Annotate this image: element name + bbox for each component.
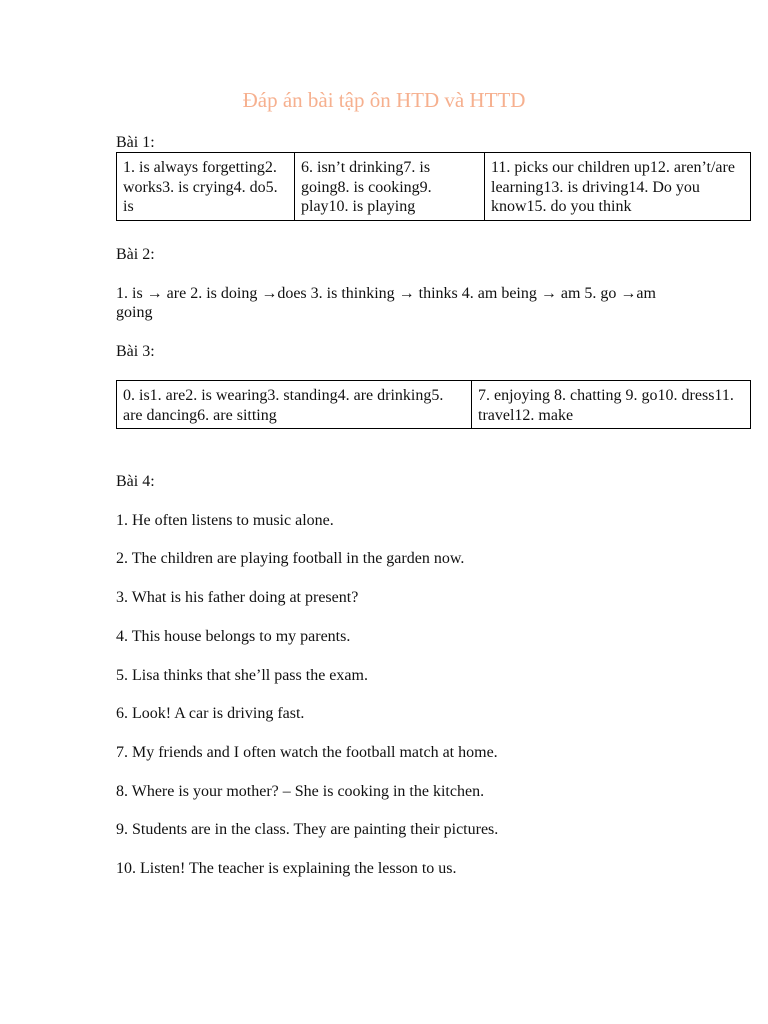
exercise-3-cell-1: 0. is1. are2. is wearing3. standing4. are drinking5. are dancing6. are sitting <box>117 381 472 429</box>
exercise-2-heading: Bài 2: <box>116 246 155 263</box>
exercise-4-sentence-3: 3. What is his father doing at present? <box>116 589 359 606</box>
exercise-4-sentence-4: 4. This house belongs to my parents. <box>116 628 351 645</box>
exercise-2-answers: 1. is → are 2. is doing →does 3. is thinking → thinks 4. am being → am 5. go →am going <box>116 285 656 321</box>
exercise-4-sentence-8: 8. Where is your mother? – She is cooking in the kitchen. <box>116 783 485 800</box>
exercise-1-heading: Bài 1: <box>116 134 155 151</box>
exercise-4-sentence-2: 2. The children are playing football in the garden now. <box>116 550 465 567</box>
exercise-4-heading: Bài 4: <box>116 473 155 490</box>
table-row <box>117 381 751 429</box>
exercise-4-sentence-9: 9. Students are in the class. They are painting their pictures. <box>116 821 499 838</box>
exercise-1-cell-2: 6. isn’t drinking7. is going8. is cooking9. play10. is playing <box>295 153 485 221</box>
exercise-3-table <box>116 380 751 429</box>
exercise-3-heading: Bài 3: <box>116 343 155 360</box>
exercise-1-cell-3: 11. picks our children up12. aren’t/are learning13. is driving14. Do you know15. do you think <box>485 153 751 221</box>
exercise-1-cell-1: 1. is always forgetting2. works3. is crying4. do5. is <box>117 153 295 221</box>
exercise-3-cell-2: 7. enjoying 8. chatting 9. go10. dress11. travel12. make <box>472 381 751 429</box>
exercise-4-sentence-7: 7. My friends and I often watch the football match at home. <box>116 744 498 761</box>
exercise-4-sentence-10: 10. Listen! The teacher is explaining the lesson to us. <box>116 860 457 877</box>
table-row <box>117 153 751 221</box>
exercise-4-sentence-1: 1. He often listens to music alone. <box>116 512 334 529</box>
exercise-1-table <box>116 152 751 221</box>
exercise-4-sentence-6: 6. Look! A car is driving fast. <box>116 705 305 722</box>
document-title: Đáp án bài tập ôn HTD và HTTD <box>242 88 526 112</box>
exercise-4-sentence-5: 5. Lisa thinks that she’ll pass the exam. <box>116 667 368 684</box>
